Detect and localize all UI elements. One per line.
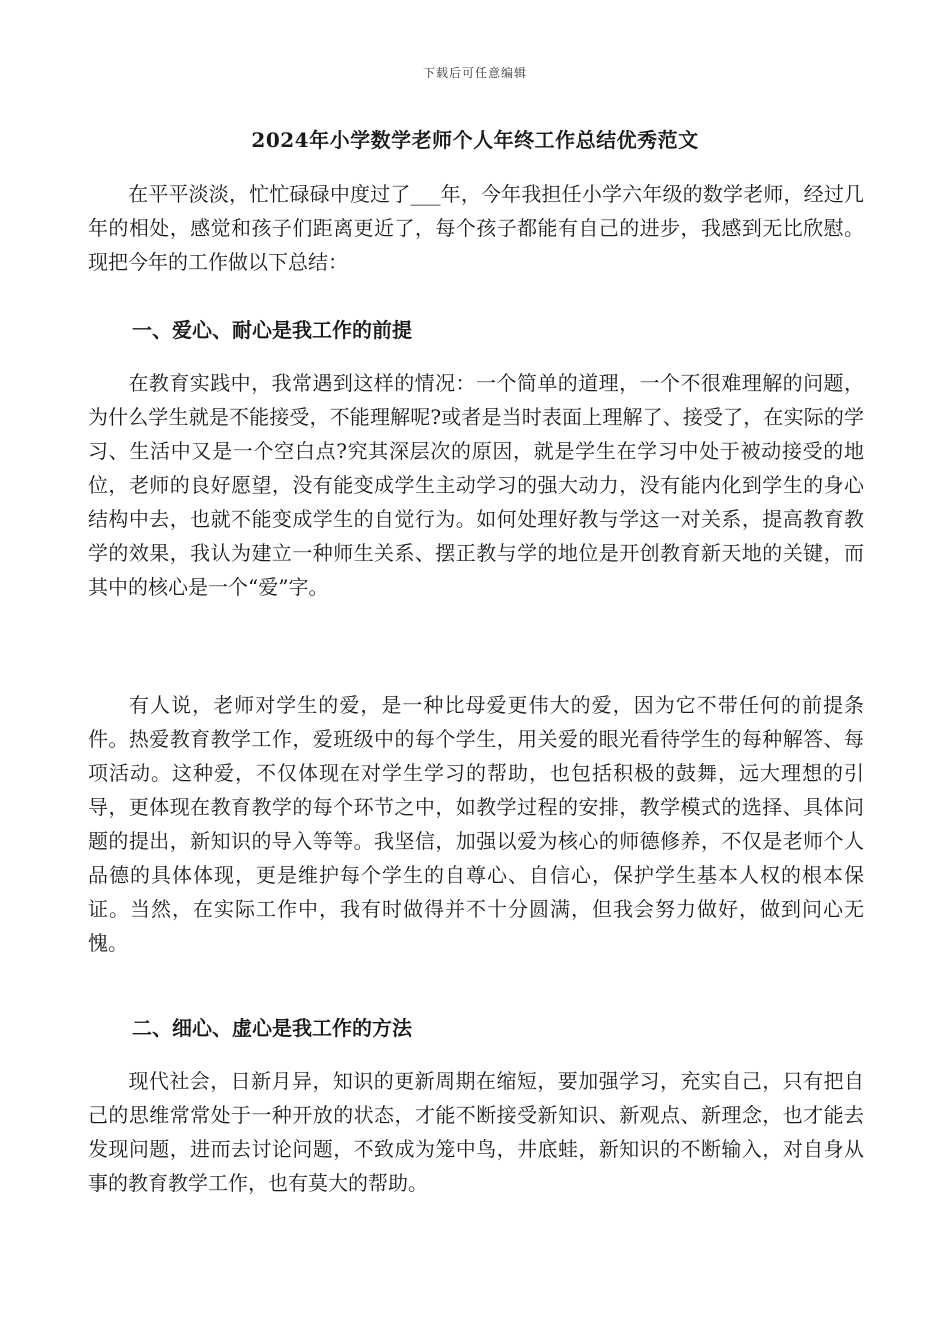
section-heading-1: 一、爱心、耐心是我工作的前提 xyxy=(132,318,412,342)
paragraph-intro xyxy=(88,177,864,279)
paragraph-section-1-b xyxy=(88,688,864,960)
paragraph-text: 现代社会，日新月异，知识的更新周期在缩短，要加强学习，充实自己，只有把自己的思维常常处于一种开放的状态，才能不断接受新知识、新观点、新理念，也才能去发现问题，进而去讨论问题，不致成为笼中鸟，井底蛙，新知识的不断输入，对自身从事的教育教学工作，也有莫大的帮助。 xyxy=(88,1069,864,1195)
paragraph-section-2-a xyxy=(88,1064,864,1200)
paragraph-text: 在教育实践中，我常遇到这样的情况：一个简单的道理，一个不很难理解的问题，为什么学生就是不能接受，不能理解呢?或者是当时表面上理解了、接受了，在实际的学习、生活中又是一个空白点?究其深层次的原因，就是学生在学习中处于被动接受的地位，老师的良好愿望，没有能变成学生主动学习的强大动力，没有能内化到学生的身心结构中去，也就不能变成学生的自觉行为。如何处理好教与学这一对关系，提高教育教学的效果，我认为建立一种师生关系、摆正教与学的地位是开创教育新天地的关键，而其中的核心是一个“爱”字。 xyxy=(88,371,864,599)
paragraph-text: 有人说，老师对学生的爱，是一种比母爱更伟大的爱，因为它不带任何的前提条件。热爱教育教学工作，爱班级中的每个学生，用关爱的眼光看待学生的每种解答、每项活动。这种爱，不仅体现在对学生学习的帮助，也包括积极的鼓舞，远大理想的引导，更体现在教育教学的每个环节之中，如教学过程的安排，教学模式的选择、具体问题的提出，新知识的导入等等。我坚信，加强以爱为核心的师德修养，不仅是老师个人品德的具体体现，更是维护每个学生的自尊心、自信心，保护学生基本人权的根本保证。当然，在实际工作中，我有时做得并不十分圆满，但我会努力做好，做到问心无愧。 xyxy=(88,693,864,955)
document-title: 2024年小学数学老师个人年终工作总结优秀范文 xyxy=(251,128,699,152)
header-note: 下载后可任意编辑 xyxy=(422,66,527,80)
paragraph-text: 在平平淡淡，忙忙碌碌中度过了___年，今年我担任小学六年级的数学老师，经过几年的相处，感觉和孩子们距离更近了，每个孩子都能有自己的进步，我感到无比欣慰。现把今年的工作做以下总结： xyxy=(88,182,864,274)
section-heading-2: 二、细心、虚心是我工作的方法 xyxy=(132,1016,412,1040)
paragraph-section-1-a xyxy=(88,366,864,604)
